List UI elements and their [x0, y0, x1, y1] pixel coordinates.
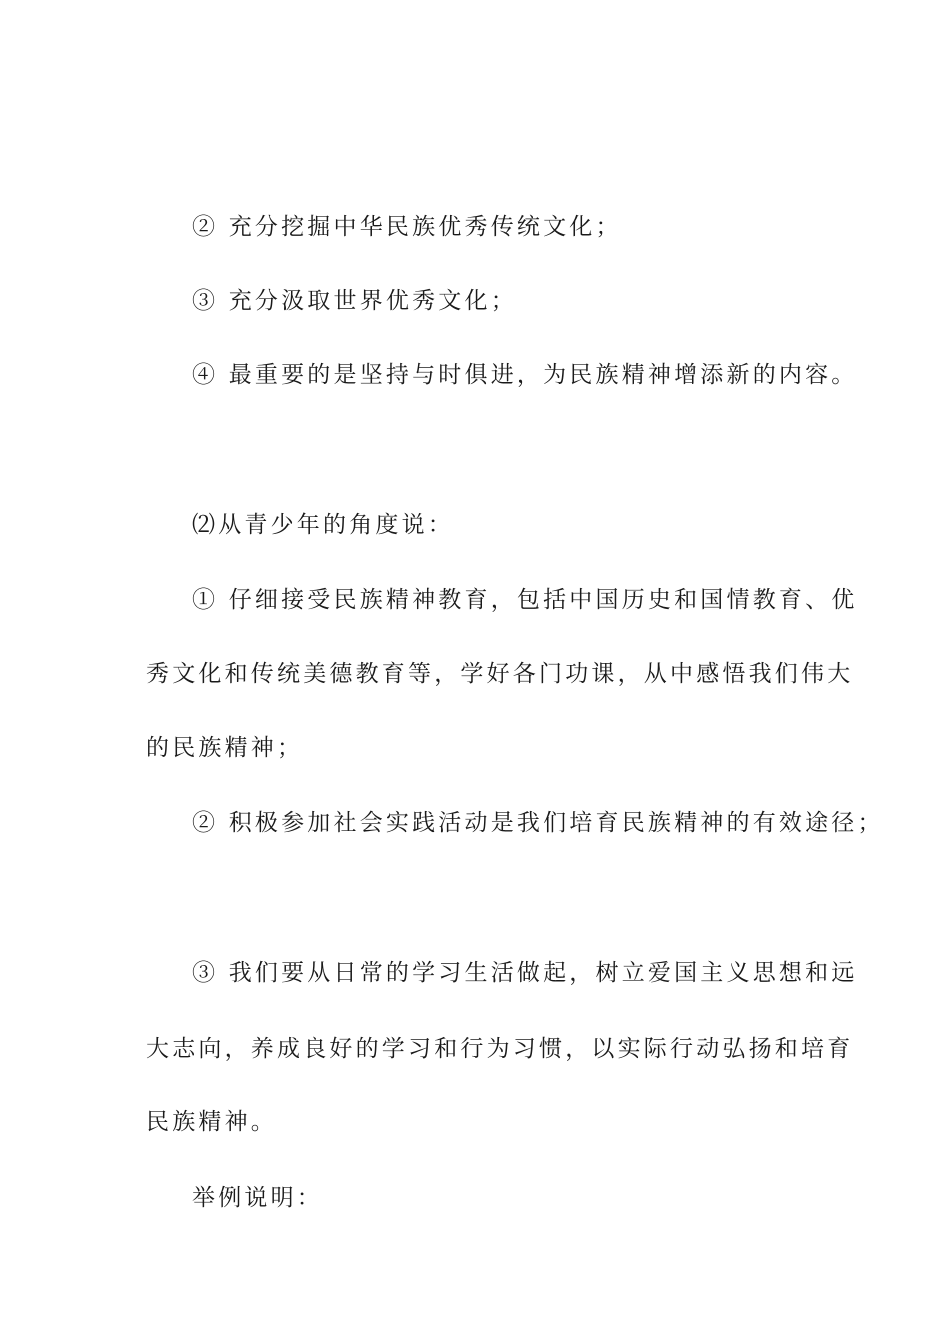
text-line-5: ① 仔细接受民族精神教育，包括中国历史和国情教育、优 — [192, 587, 858, 613]
text-line-3: ④ 最重要的是坚持与时俱进，为民族精神增添新的内容。 — [192, 362, 858, 388]
text-line-8: ② 积极参加社会实践活动是我们培育民族精神的有效途径； — [192, 810, 884, 836]
text-line-6: 秀文化和传统美德教育等，学好各门功课，从中感悟我们伟大 — [146, 661, 854, 687]
text-line-7: 的民族精神； — [146, 735, 304, 761]
section-heading: ⑵从青少年的角度说： — [192, 512, 454, 538]
text-line-9: ③ 我们要从日常的学习生活做起，树立爱国主义思想和远 — [192, 960, 858, 986]
text-line-11: 民族精神。 — [146, 1109, 277, 1135]
text-line-12: 举例说明： — [192, 1185, 323, 1211]
text-line-2: ③ 充分汲取世界优秀文化； — [192, 288, 517, 314]
text-line-1: ② 充分挖掘中华民族优秀传统文化； — [192, 214, 622, 240]
text-line-10: 大志向，养成良好的学习和行为习惯，以实际行动弘扬和培育 — [146, 1036, 854, 1062]
